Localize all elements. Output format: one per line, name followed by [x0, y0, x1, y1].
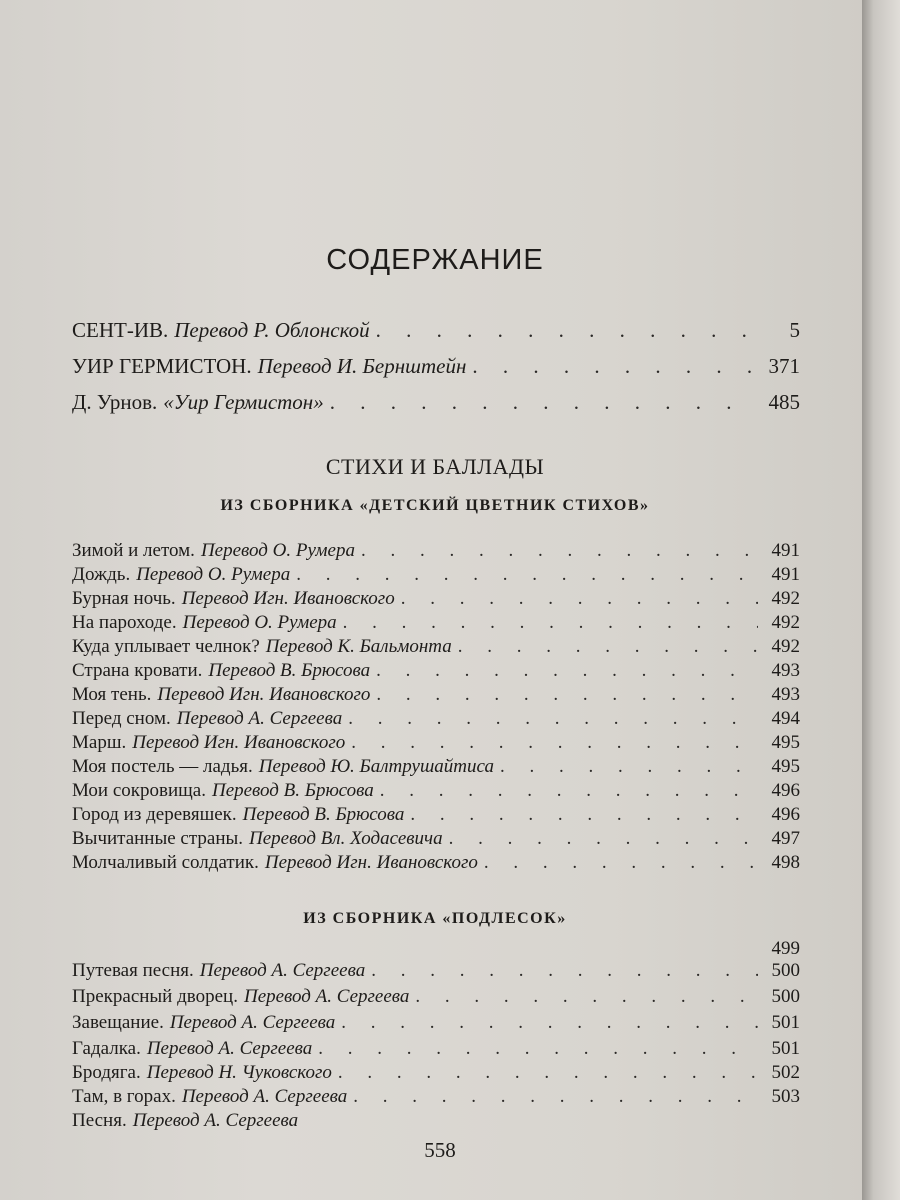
toc-entry: [72, 708, 800, 730]
dot-leader: [458, 636, 758, 658]
section-heading: СТИХИ И БАЛЛАДЫ: [325, 454, 545, 479]
dot-leader: [415, 986, 758, 1008]
dot-leader: [338, 1062, 758, 1084]
entry-page: 501: [771, 1012, 800, 1033]
entry-title: Дождь.: [72, 564, 131, 585]
toc-entry: [72, 1086, 800, 1108]
dot-leader: [449, 828, 758, 850]
entry-page: 493: [771, 684, 800, 705]
entry-translator: Перевод Н. Чуковского: [146, 1062, 332, 1083]
toc-entry: [72, 660, 800, 682]
entry-page: 371: [768, 354, 800, 378]
entry-translator: Перевод О. Румера: [200, 540, 355, 561]
entry-page: 495: [771, 732, 800, 753]
dot-leader: [401, 588, 758, 610]
toc-entry: [72, 390, 800, 415]
entry-title: Зимой и летом.: [72, 540, 195, 561]
entry-page: 492: [771, 636, 800, 657]
dot-leader: [341, 1012, 758, 1034]
entry-title: Перед сном.: [72, 708, 171, 729]
dot-leader: [500, 756, 758, 778]
entry-translator: Перевод А. Сергеева: [146, 1038, 313, 1059]
entry-page: 500: [771, 986, 800, 1007]
entry-translator: Перевод В. Брюсова: [242, 804, 405, 825]
toc-entry: [72, 318, 800, 343]
entry-title: Город из деревяшек.: [72, 804, 237, 825]
entry-translator: Перевод А. Сергеева: [132, 1110, 299, 1131]
entry-title: Куда уплывает челнок?: [72, 636, 260, 657]
entry-title: Бродяга.: [72, 1062, 141, 1083]
toc-entry: [72, 804, 800, 826]
toc-entry: [72, 684, 800, 706]
entry-page: 491: [771, 540, 800, 561]
entry-page: 494: [771, 708, 800, 729]
dot-leader: [351, 732, 758, 754]
entry-title: Песня.: [72, 1110, 127, 1131]
entry-title: Марш.: [72, 732, 127, 753]
entry-page: 492: [771, 612, 800, 633]
entry-page: 492: [771, 588, 800, 609]
entry-title: Вычитанные страны.: [72, 828, 243, 849]
dot-leader: [296, 564, 758, 586]
entry-translator: Перевод А. Сергеева: [169, 1012, 336, 1033]
entry-translator: Перевод Игн. Ивановского: [181, 588, 395, 609]
entry-page: 5: [789, 318, 800, 342]
entry-translator: Перевод А. Сергеева: [199, 960, 366, 981]
dot-leader: [484, 852, 758, 874]
entry-title: Там, в горах.: [72, 1086, 176, 1107]
entry-page: 500: [771, 960, 800, 981]
entry-translator: Перевод Вл. Ходасевича: [249, 828, 443, 849]
toc-entry: [72, 1110, 800, 1132]
dot-leader: [330, 390, 758, 415]
entry-title: На пароходе.: [72, 612, 177, 633]
toc-entry: [72, 588, 800, 610]
entry-translator: Перевод Ю. Балтрушайтиса: [258, 756, 494, 777]
entry-title: Путевая песня.: [72, 960, 194, 981]
toc-entry: [72, 1062, 800, 1084]
entry-translator: Перевод А. Сергеева: [181, 1086, 348, 1107]
entry-title: Моя постель — ладья.: [72, 756, 253, 777]
entry-title: Бурная ночь.: [72, 588, 176, 609]
entry-title: Мои сокровища.: [72, 780, 206, 801]
entry-title: Страна кровати.: [72, 660, 203, 681]
entry-title: УИР ГЕРМИСТОН.: [72, 354, 252, 378]
entry-translator: Перевод Игн. Ивановского: [157, 684, 371, 705]
entry-page: 493: [771, 660, 800, 681]
entry-translator: Перевод В. Брюсова: [211, 780, 374, 801]
dot-leader: [376, 684, 758, 706]
toc-entry: [72, 986, 800, 1008]
toc-entry: [72, 564, 800, 586]
toc-entry: [72, 732, 800, 754]
entry-page: 498: [771, 852, 800, 873]
entry-title: Д. Урнов.: [72, 390, 158, 414]
entry-page: 502: [771, 1062, 800, 1083]
entry-page: 497: [771, 828, 800, 849]
entry-title: Завещание.: [72, 1012, 164, 1033]
entry-title: СЕНТ-ИВ.: [72, 318, 169, 342]
entry-page: 496: [771, 780, 800, 801]
toc-entry: [72, 540, 800, 562]
dot-leader: [318, 1038, 758, 1060]
entry-title: Гадалка.: [72, 1038, 141, 1059]
entry-page: 503: [771, 1086, 800, 1107]
toc-entry: [72, 960, 800, 982]
entry-translator: Перевод Р. Облонской: [174, 318, 370, 342]
entry-translator: Перевод Игн. Ивановского: [264, 852, 478, 873]
dot-leader: [376, 318, 758, 343]
entry-translator: Перевод О. Румера: [136, 564, 291, 585]
toc-entry: [72, 354, 800, 379]
page-number: 558: [424, 1138, 456, 1162]
entry-translator: Перевод И. Бернштейн: [257, 354, 467, 378]
dot-leader: [472, 354, 758, 379]
toc-entry: [72, 828, 800, 850]
dot-leader: [343, 612, 758, 634]
toc-entry: [72, 1012, 800, 1034]
dot-leader: [348, 708, 758, 730]
entry-translator: Перевод А. Сергеева: [243, 986, 410, 1007]
entry-page: 496: [771, 804, 800, 825]
toc-entry: [72, 780, 800, 802]
entry-title: Прекрасный дворец.: [72, 986, 238, 1007]
entry-title: Молчаливый солдатик.: [72, 852, 259, 873]
entry-translator: Перевод О. Румера: [182, 612, 337, 633]
dot-leader: [410, 804, 758, 826]
subsection-heading: ИЗ СБОРНИКА «ПОДЛЕСОК»: [303, 910, 567, 927]
entry-page: 495: [771, 756, 800, 777]
dot-leader: [353, 1086, 758, 1108]
dot-leader: [380, 780, 758, 802]
dot-leader: [361, 540, 758, 562]
toc-entry: [72, 636, 800, 658]
entry-title: Моя тень.: [72, 684, 152, 705]
entry-page: 485: [768, 390, 800, 414]
toc-entry: [72, 612, 800, 634]
toc-entry: [72, 756, 800, 778]
subsection-heading: ИЗ СБОРНИКА «ДЕТСКИЙ ЦВЕТНИК СТИХОВ»: [220, 497, 650, 514]
entry-translator: Перевод К. Бальмонта: [265, 636, 452, 657]
entry-translator: Перевод Игн. Ивановского: [132, 732, 346, 753]
entry-translator: Перевод В. Брюсова: [208, 660, 371, 681]
entry-page: 491: [771, 564, 800, 585]
dot-leader: [371, 960, 758, 982]
toc-entry: [72, 1038, 800, 1060]
dot-leader: [376, 660, 758, 682]
adjacent-page-edge: [862, 0, 900, 1200]
entry-translator: «Уир Гермистон»: [163, 390, 324, 414]
entry-page: 501: [771, 1038, 800, 1059]
entry-page: 499: [771, 938, 800, 959]
toc-entry: [72, 852, 800, 874]
page-title: СОДЕРЖАНИЕ: [326, 244, 544, 276]
entry-translator: Перевод А. Сергеева: [176, 708, 343, 729]
